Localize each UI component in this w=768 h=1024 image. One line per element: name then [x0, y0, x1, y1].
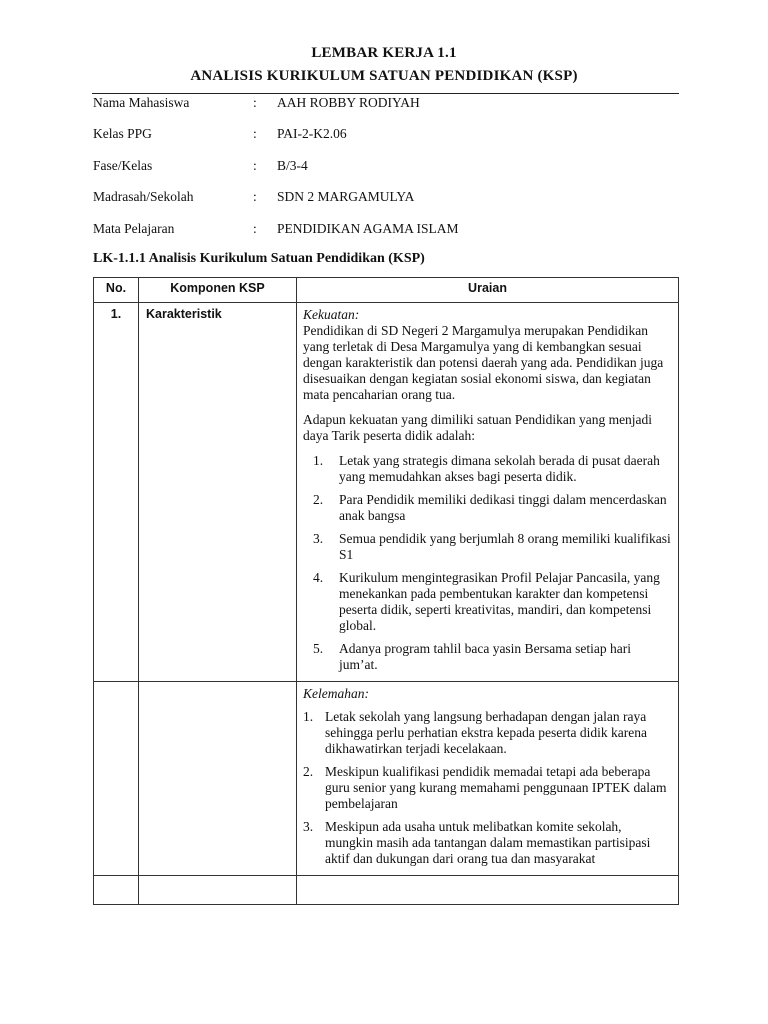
identity-colon: : [253, 189, 257, 204]
empty-cell [94, 876, 139, 905]
header-no: No. [94, 278, 139, 303]
list-number: 1. [303, 709, 314, 724]
table-header-row [94, 278, 679, 303]
list-text: Para Pendidik memiliki dedikasi tinggi dalam mencerdaskan anak bangsa [339, 492, 667, 523]
identity-label: Madrasah/Sekolah [93, 189, 194, 204]
list-text: Letak yang strategis dimana sekolah berada di pusat daerah yang memudahkan akses bagi peserta didik. [339, 453, 660, 484]
list-number: 5. [313, 641, 324, 656]
identity-label: Fase/Kelas [93, 158, 153, 173]
list-item [303, 492, 672, 524]
list-text: Letak sekolah yang langsung berhadapan dengan jalan raya sehingga perlu perhatian ekstra kepada peserta didik karena dikhawatirkan terjadi kecelakaan. [325, 709, 647, 756]
kekuatan-intro: Adapun kekuatan yang dimiliki satuan Pendidikan yang menjadi daya Tarik peserta didik adalah: [303, 412, 653, 443]
identity-value: AAH ROBBY RODIYAH [277, 95, 420, 110]
identity-label: Nama Mahasiswa [93, 95, 190, 110]
title-divider [92, 93, 679, 94]
identity-colon: : [253, 158, 257, 173]
document-title: LEMBAR KERJA 1.1 [311, 45, 457, 61]
kelemahan-heading: Kelemahan: [303, 686, 369, 701]
list-item [303, 819, 672, 867]
identity-value: PAI-2-K2.06 [277, 126, 347, 141]
row-komponen-empty [139, 682, 297, 876]
empty-cell [139, 876, 297, 905]
row-komponen: Karakteristik [139, 303, 297, 682]
list-item [303, 531, 672, 563]
list-number: 2. [313, 492, 324, 507]
identity-colon: : [253, 126, 257, 141]
list-item [303, 570, 672, 634]
identity-value: SDN 2 MARGAMULYA [277, 189, 415, 204]
kekuatan-paragraph: Pendidikan di SD Negeri 2 Margamulya merupakan Pendidikan yang terletak di Desa Margamulya yang di kembangkan sesuai dengan karakteristik dan potensi daerah yang ada. Pendidikan juga disesuaikan dengan kegiatan sosial ekonomi siswa, dan kegiatan mata pencaharian orang tua. [303, 323, 664, 402]
identity-colon: : [253, 95, 257, 110]
list-item [303, 764, 672, 812]
list-number: 1. [313, 453, 324, 468]
identity-label: Mata Pelajaran [93, 221, 175, 236]
kekuatan-heading: Kekuatan: [303, 307, 360, 322]
list-text: Kurikulum mengintegrasikan Profil Pelajar Pancasila, yang menekankan pada pembentukan karakter dan kompetensi peserta didik, seperti kreativitas, mandiri, dan kompetensi global. [339, 570, 660, 633]
section-title: LK-1.1.1 Analisis Kurikulum Satuan Pendidikan (KSP) [93, 251, 425, 266]
row-uraian-kelemahan [297, 682, 679, 876]
table-row [94, 303, 679, 682]
table-row-empty [94, 876, 679, 905]
identity-value: B/3-4 [277, 158, 308, 173]
ksp-table [93, 277, 679, 905]
row-number-empty [94, 682, 139, 876]
list-item [303, 453, 672, 485]
list-number: 4. [313, 570, 324, 585]
list-number: 3. [313, 531, 324, 546]
row-number: 1. [94, 303, 139, 682]
identity-label: Kelas PPG [93, 126, 152, 141]
list-number: 3. [303, 819, 314, 834]
document-subtitle: ANALISIS KURIKULUM SATUAN PENDIDIKAN (KSP) [190, 68, 578, 84]
header-uraian: Uraian [297, 278, 679, 303]
table-row [94, 682, 679, 876]
list-text: Meskipun kualifikasi pendidik memadai tetapi ada beberapa guru senior yang kurang memahami penggunaan IPTEK dalam pembelajaran [325, 764, 667, 811]
kekuatan-list [303, 453, 672, 673]
list-item [303, 641, 672, 673]
list-item [303, 709, 672, 757]
kelemahan-list [303, 709, 672, 867]
list-text: Meskipun ada usaha untuk melibatkan komite sekolah, mungkin masih ada tantangan dalam memastikan partisipasi aktif dan dukungan dari orang tua dan masyarakat [325, 819, 651, 866]
list-text: Adanya program tahlil baca yasin Bersama setiap hari jum’at. [339, 641, 632, 672]
list-number: 2. [303, 764, 314, 779]
list-text: Semua pendidik yang berjumlah 8 orang memiliki kualifikasi S1 [339, 531, 671, 562]
identity-value: PENDIDIKAN AGAMA ISLAM [277, 221, 459, 236]
row-uraian-kekuatan [297, 303, 679, 682]
empty-cell [297, 876, 679, 905]
identity-colon: : [253, 221, 257, 236]
header-komponen: Komponen KSP [139, 278, 297, 303]
